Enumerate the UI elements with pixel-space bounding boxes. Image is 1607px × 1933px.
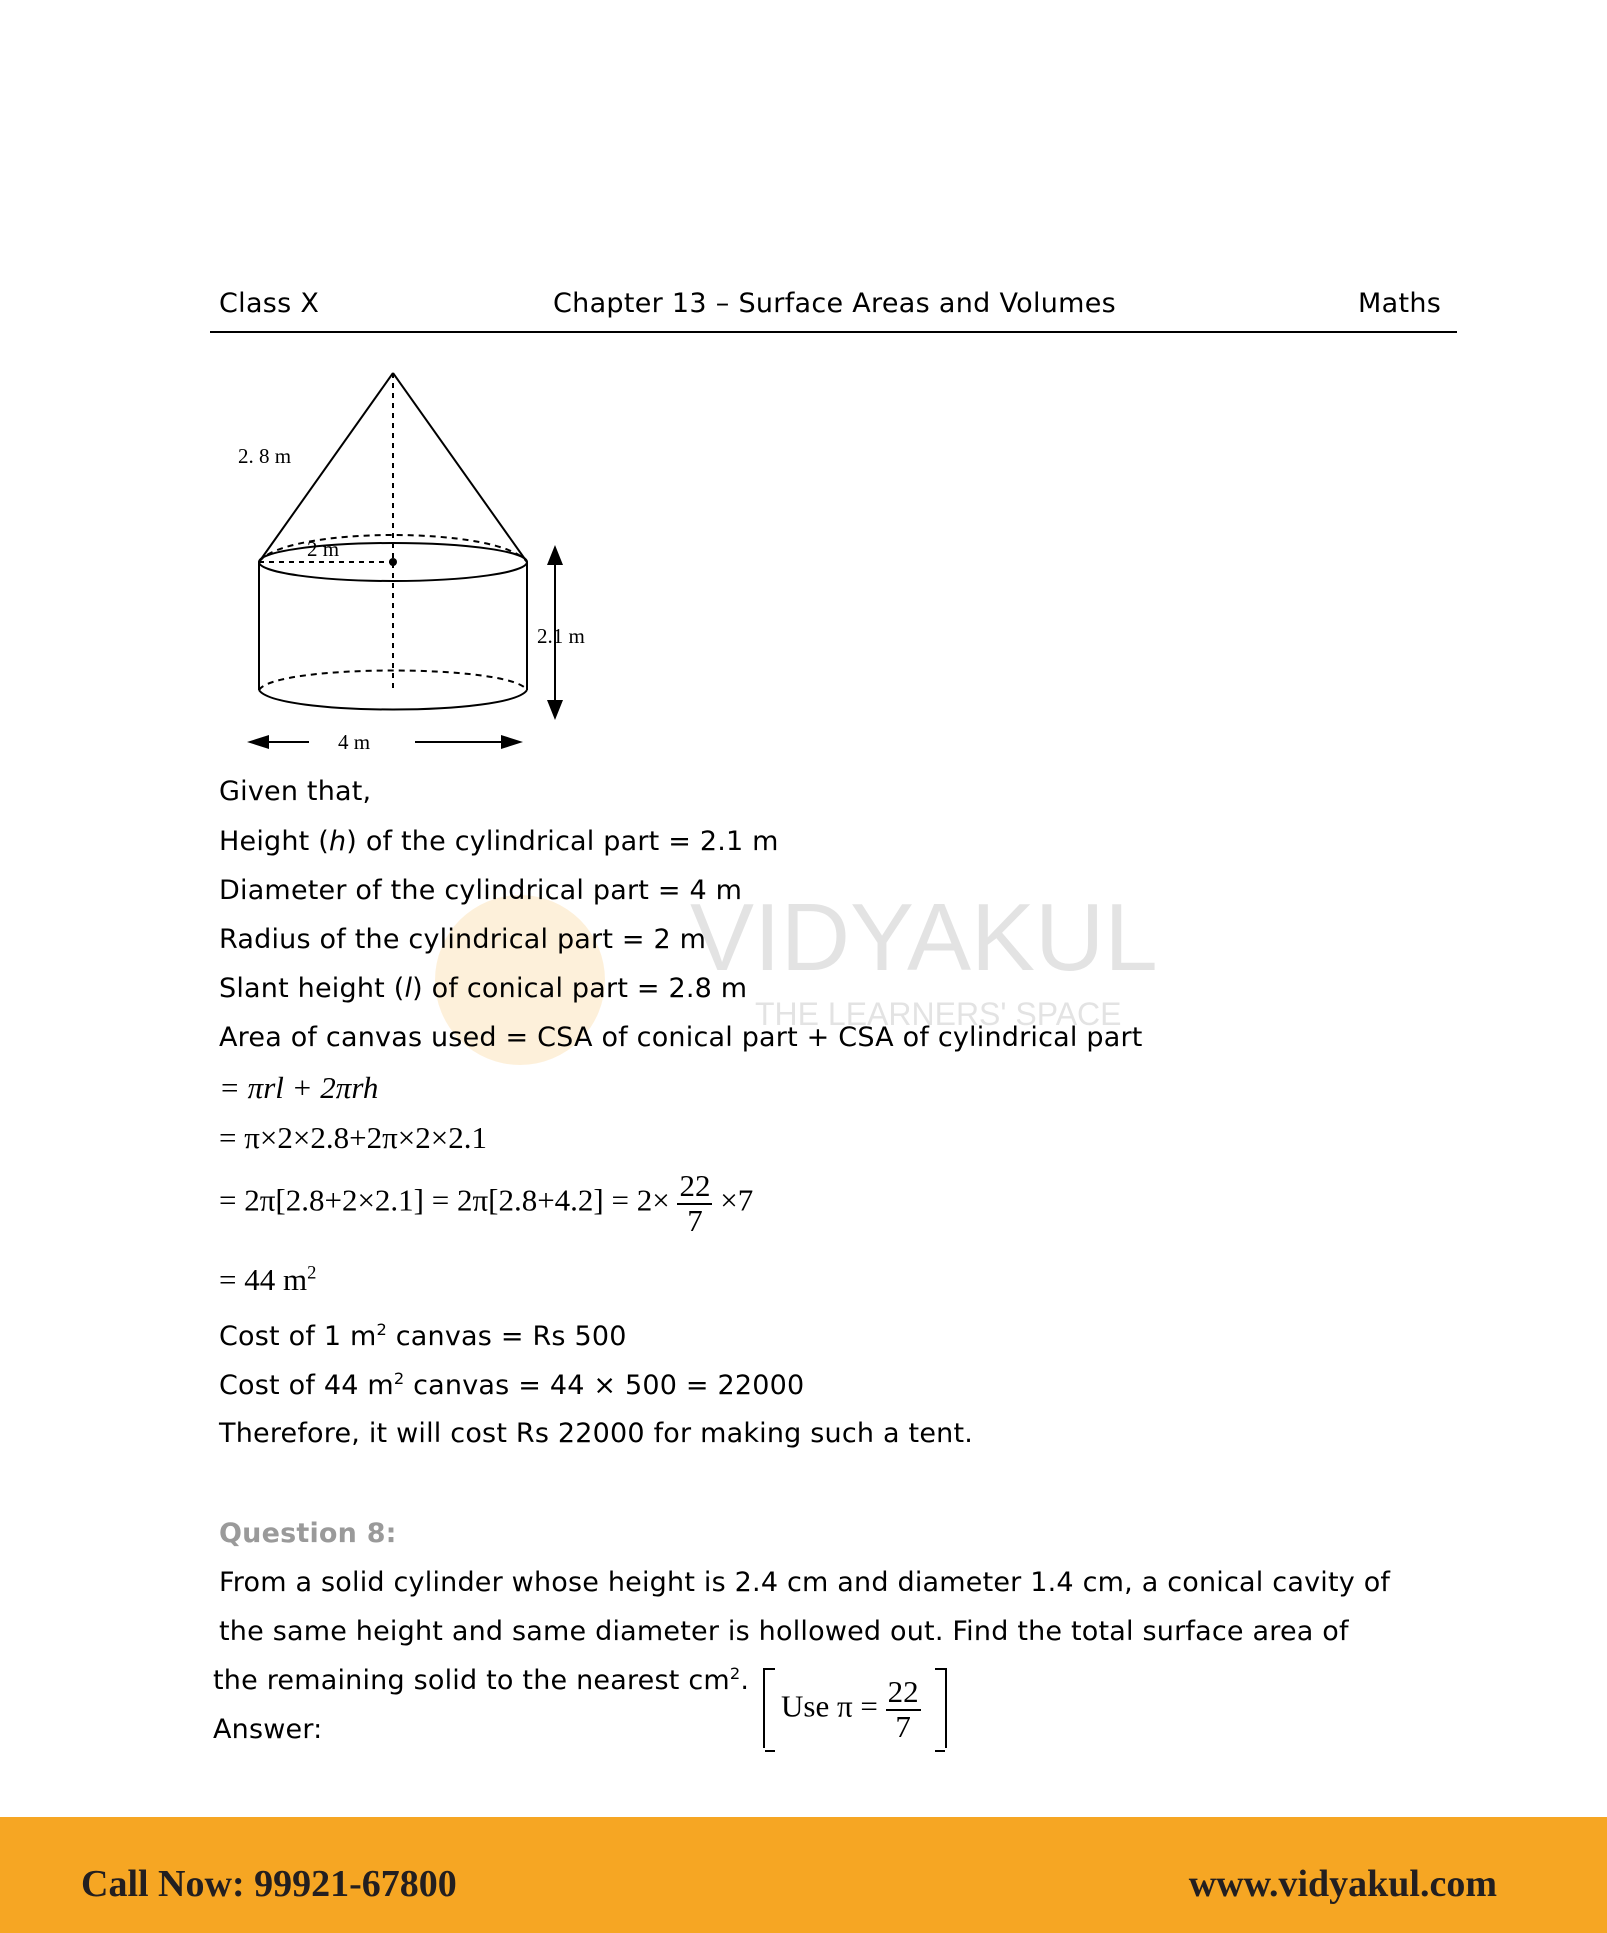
watermark-brand: VIDYAKUL: [690, 884, 1158, 991]
center-dot: [389, 558, 397, 566]
watermark-tagline: THE LEARNERS' SPACE: [755, 996, 1122, 1032]
radius-text: Radius of the cylindrical part = 2 m: [219, 924, 707, 955]
website-link[interactable]: www.vidyakul.com: [1188, 1863, 1497, 1905]
slant-label: 2. 8 m: [238, 444, 292, 468]
diameter-text: Diameter of the cylindrical part = 4 m: [219, 875, 743, 906]
header-chapter: Chapter 13 – Surface Areas and Volumes: [553, 288, 1117, 319]
cylinder-bottom-front: [259, 690, 527, 710]
header-subject: Maths: [1358, 288, 1442, 319]
question-line-3: the remaining solid to the nearest $cm^2$.: [213, 1664, 750, 1696]
formula-line-4: = 44 $m^2$: [219, 1262, 317, 1297]
cost-per-m2: Cost of 1 $m^2$ canvas = Rs 500: [219, 1320, 627, 1352]
arrow-up-icon: [547, 545, 563, 565]
tent-figure: [225, 360, 625, 760]
total-cost: Cost of 44 $m^2$ canvas = 44 × 500 = 22000: [219, 1369, 805, 1401]
arrow-right-icon: [501, 735, 523, 749]
formula-line-1: = πrl + 2πrh: [219, 1070, 379, 1105]
cone-right-edge: [393, 373, 527, 562]
call-now[interactable]: Call Now: 99921-67800: [81, 1863, 457, 1905]
arrow-down-icon: [547, 700, 563, 720]
diameter-label: 4 m: [338, 730, 371, 754]
pi-hint-box: [763, 1668, 947, 1748]
height-text: Height (h) of the cylindrical part = 2.1 m: [219, 826, 779, 857]
conclusion-text: Therefore, it will cost Rs 22000 for making such a tent.: [219, 1418, 974, 1449]
height-label: 2.1 m: [537, 624, 585, 648]
given-text: Given that,: [219, 776, 372, 807]
area-text: Area of canvas used = CSA of conical part + CSA of cylindrical part: [219, 1022, 1143, 1053]
fraction-22-7: $\frac{22}{7}$: [679, 1168, 711, 1238]
question-heading: Question 8:: [219, 1518, 397, 1549]
answer-label: Answer:: [213, 1714, 323, 1745]
header-class: Class X: [219, 288, 320, 319]
question-line-2: the same height and same diameter is hollowed out. Find the total surface area of: [219, 1616, 1349, 1647]
formula-line-2: = π×2×2.8+2π×2×2.1: [219, 1120, 487, 1155]
slant-text: Slant height (l) of conical part = 2.8 m: [219, 973, 748, 1004]
radius-label: 2 m: [307, 537, 340, 561]
question-line-1: From a solid cylinder whose height is 2.4 cm and diameter 1.4 cm, a conical cavity of: [219, 1567, 1391, 1598]
formula-line-3: = 2π[2.8+2×2.1] = 2π[2.8+4.2] = 2× $\frac{22}{7}$ ×7: [219, 1168, 754, 1238]
fraction-22-7-hint: $\frac{22}{7}$: [887, 1674, 919, 1744]
arrow-left-icon: [247, 735, 269, 749]
pi-hint: Use π = $\frac{22}{7}$: [781, 1674, 919, 1744]
header-divider: [210, 331, 1457, 333]
